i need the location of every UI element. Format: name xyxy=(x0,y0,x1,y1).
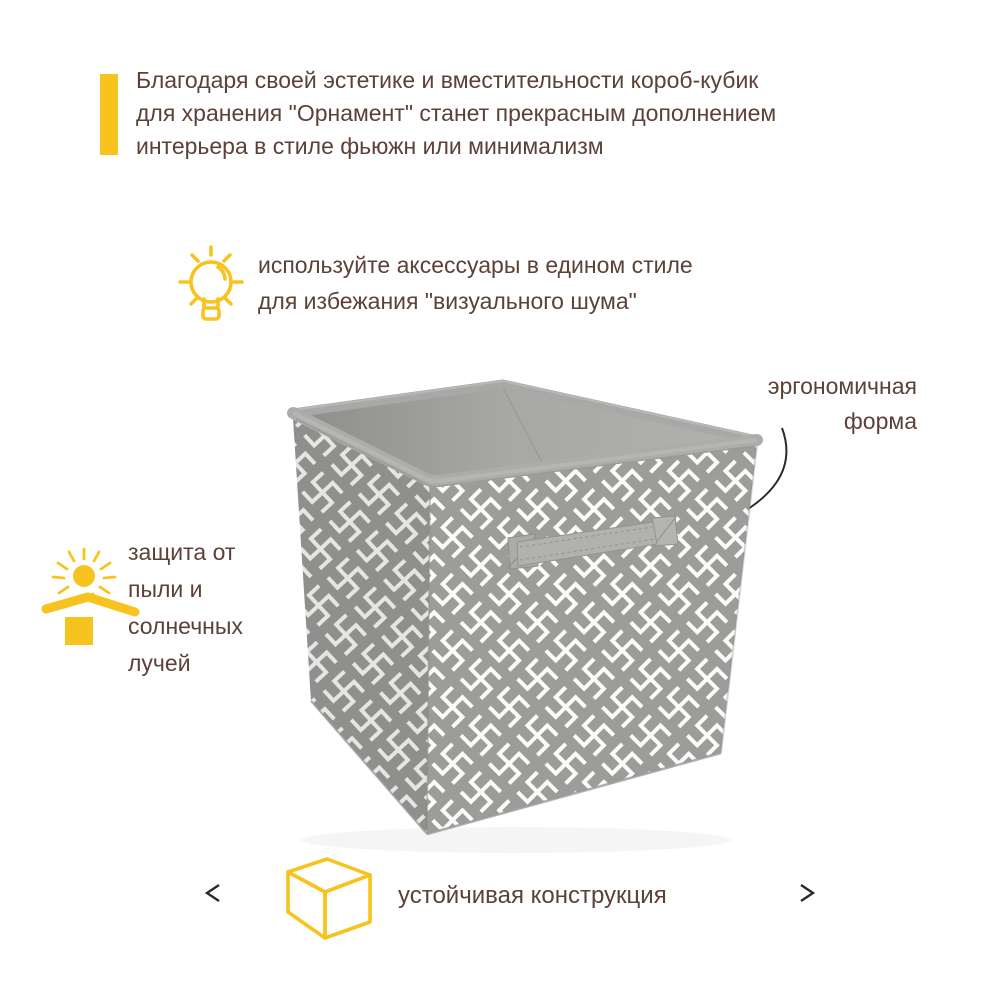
protection-line: лучей xyxy=(128,650,191,676)
protection-line: пыли и xyxy=(128,576,203,602)
tip-text xyxy=(258,247,818,319)
intro-line: для хранения "Орнамент" станет прекрасным дополнением xyxy=(136,100,777,126)
carousel-right-arrow-icon xyxy=(742,879,822,907)
intro-line: Благодаря своей эстетике и вместительности короб-кубик xyxy=(136,67,759,93)
lightbulb-icon xyxy=(172,240,252,334)
protection-line: защита от xyxy=(128,539,236,565)
accent-bar xyxy=(100,74,118,155)
storage-box-photo xyxy=(268,372,788,862)
intro-text xyxy=(136,64,816,163)
protection-line: солнечных xyxy=(128,613,243,639)
tip-line: используйте аксессуары в едином стиле xyxy=(258,252,693,278)
stability-label: устойчивая конструкция xyxy=(398,882,667,909)
ergonomic-line: эргономичная xyxy=(767,373,917,399)
ergonomic-line: форма xyxy=(843,408,917,434)
tip-line: для избежания "визуального шума" xyxy=(258,288,637,314)
box-icon xyxy=(275,850,385,950)
carousel-left-arrow-icon xyxy=(198,879,268,907)
intro-line: интерьера в стиле фьюжн или минимализм xyxy=(136,133,604,159)
